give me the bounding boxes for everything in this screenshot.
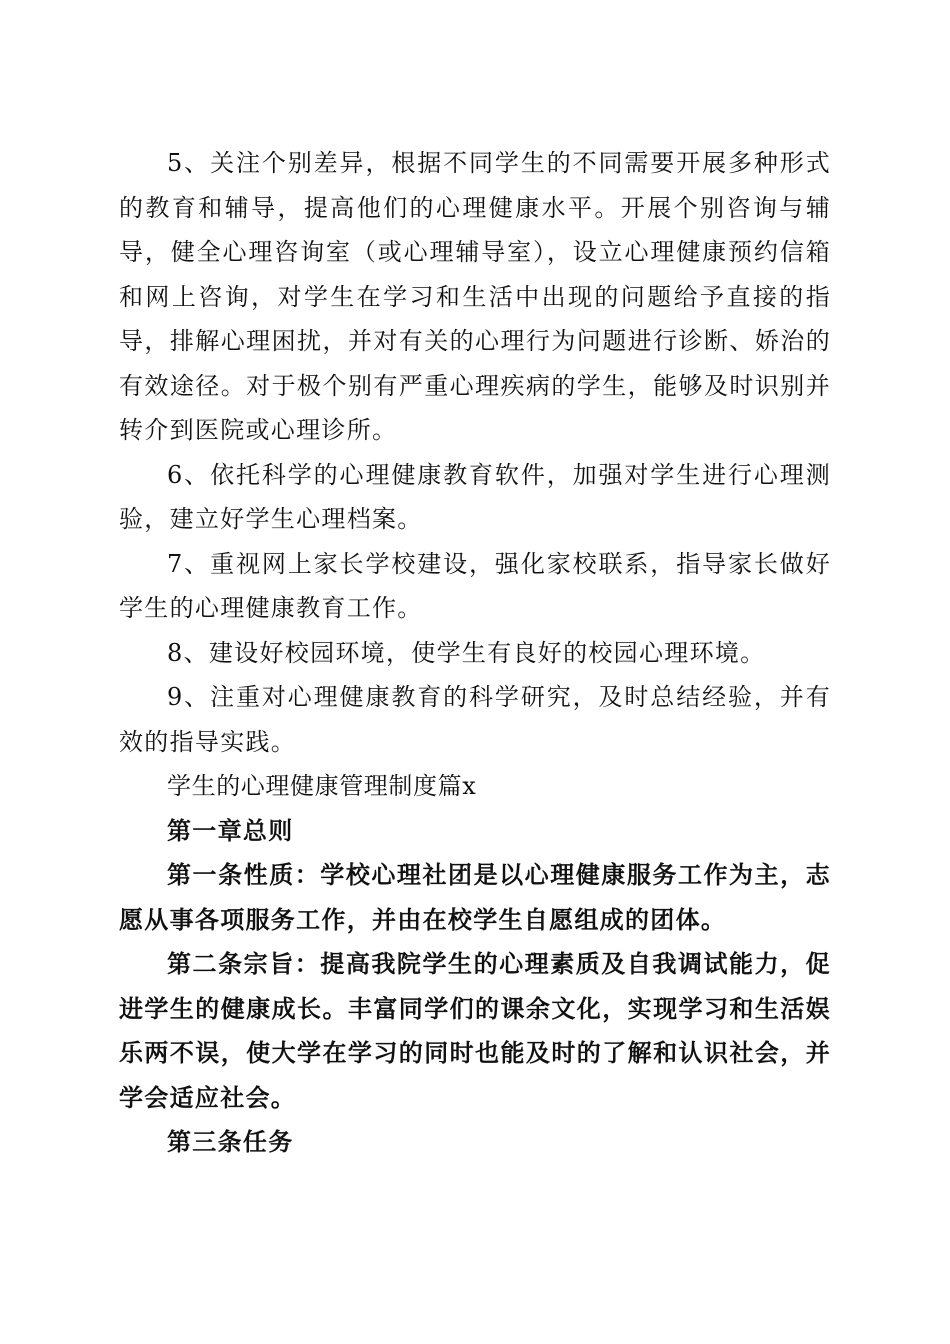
section-title: 学生的心理健康管理制度篇x [167,772,477,800]
article-one: 第一条性质：学校心理社团是以心理健康服务工作为主，志愿从事各项服务工作，并由在校学生自愿组成的团体。 [119,860,831,934]
paragraph-item-5: 5、关注个别差异，根据不同学生的不同需要开展多种形式的教育和辅导，提高他们的心理健康水平。开展个别咨询与辅导，健全心理咨询室（或心理辅导室），设立心理健康预约信箱和网上咨询，对学生在学习和生活中出现的问题给予直接的指导，排解心理困扰，并对有关的心理行为问题进行诊断、娇治的有效途径。对于极个别有严重心理疾病的学生，能够及时识别并转介到医院或心理诊所。 [119,149,831,444]
paragraph-item-6: 6、依托科学的心理健康教育软件，加强对学生进行心理测验，建立好学生心理档案。 [119,460,831,533]
article-three-heading: 第三条任务 [167,1127,294,1156]
paragraph-item-9: 9、注重对心理健康教育的科学研究，及时总结经验，并有效的指导实践。 [119,683,831,756]
article-two: 第二条宗旨：提高我院学生的心理素质及自我调试能力，促进学生的健康成长。丰富同学们的课余文化，实现学习和生活娱乐两不误，使大学在学习的同时也能及时的了解和认识社会，并学会适应社会。 [119,949,831,1112]
paragraph-item-8: 8、建设好校园环境，使学生有良好的校园心理环境。 [167,638,766,667]
chapter-heading: 第一章总则 [167,815,294,845]
paragraph-item-7: 7、重视网上家长学校建设，强化家校联系，指导家长做好学生的心理健康教育工作。 [119,549,831,622]
document-body [119,141,831,1165]
